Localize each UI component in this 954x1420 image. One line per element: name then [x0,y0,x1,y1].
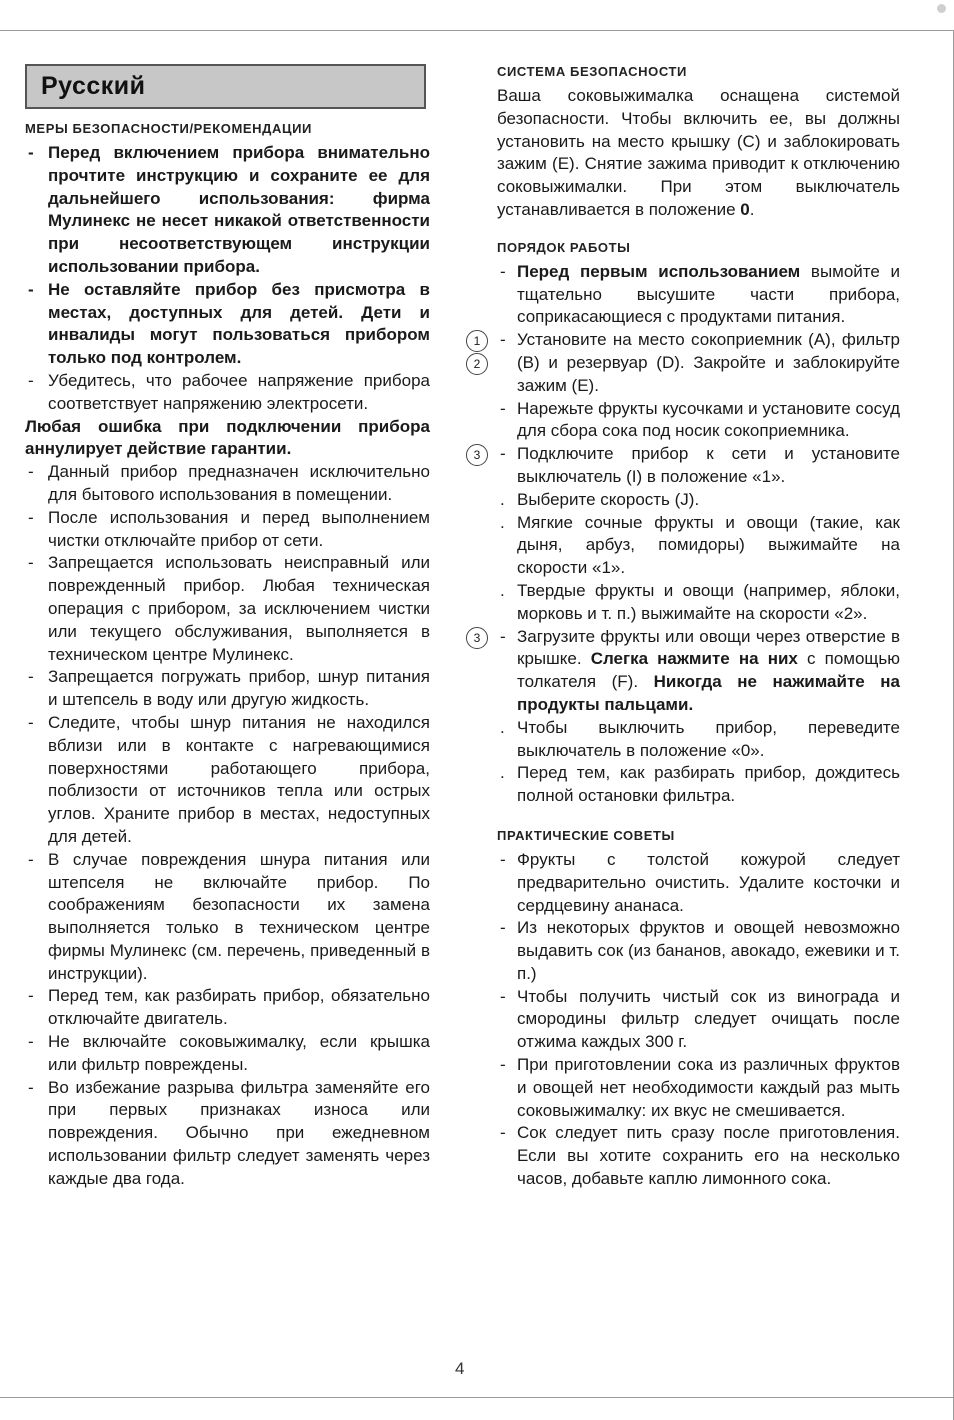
tips-item-text: Чтобы получить чистый сок из винограда и смородины фильтр следует очищать после отжима каждых 300 г. [517,986,900,1052]
warranty-note: Любая ошибка при подключении прибора аннулирует действие гарантии. [25,416,430,459]
safety-item-text: Убедитесь, что рабочее напряжение прибора соответствует напряжению электросети. [48,370,430,413]
tips-item [497,1122,900,1190]
list-dash: - [28,553,34,573]
procedure-item-text: Установите на место сокоприемник (А), фильтр (В) и резервуар (D). Закройте и заблокируйте зажим (Е). [517,330,900,395]
safety-item [25,552,430,666]
list-dot: . [500,763,505,783]
safety-item-text: Перед тем, как разбирать прибор, обязательно отключайте двигатель. [48,986,430,1029]
tips-item [497,986,900,1054]
list-dash: - [28,143,34,162]
procedure-item [473,443,900,489]
list-dash: - [28,462,34,482]
procedure-item [473,626,901,717]
system-text-zero: 0 [740,199,750,219]
language-header [25,64,426,109]
list-dash: - [500,626,506,646]
procedure-item-text: Выберите скорость (J). [517,489,700,509]
procedure-item-text: Подключите прибор к сети и установите выключатель (I) в положение «1». [517,444,900,486]
procedure-item-text: Чтобы выключить прибор, переведите выключатель в положение «0». [517,717,900,760]
list-dash: - [28,1077,34,1097]
list-dash: - [500,918,506,938]
procedure-first-bold: Перед первым использованием [517,261,801,281]
system-text-end: . [749,199,755,219]
step-3b-icon: 3 [466,627,488,649]
safety-item [25,1077,430,1191]
safety-item-text: Запрещается использовать неисправный или поврежденный прибор. Любая техническая операция с прибором, за исключением чистки или текущего обслуживания, выполняется в техническом центре Мулинекс. [48,553,430,664]
list-dash: - [500,986,506,1006]
list-dot: . [500,489,505,509]
procedure-item [497,762,900,808]
safety-item-text: Не включайте соковыжималку, если крышка или фильтр повреждены. [48,1032,430,1074]
list-dot: . [500,512,505,532]
safety-item-text: После использования и перед выполнением чистки отключайте прибор от сети. [48,507,430,550]
procedure-item [473,329,900,397]
safety-item-text: Перед включением прибора внимательно прочтите инструкцию и сохраните ее для дальнейшего использования: фирма Мулинекс не несет никакой ответственности при несоответствующем инструкции использовании прибора. [48,143,430,276]
list-dash: - [500,398,506,418]
list-dot: . [500,580,505,600]
safety-item [25,142,430,279]
list-dash: - [28,849,34,869]
page-number: 4 [455,1359,465,1378]
procedure-heading: ПОРЯДОК РАБОТЫ [497,239,631,255]
procedure-load-text2: с помощью толкателя (F). [517,649,901,692]
left-column [25,64,430,1191]
list-dash: - [28,370,34,390]
tips-item [497,849,900,917]
step-1-icon: 1 [466,330,488,352]
procedure-item-text: Твердые фрукты и овощи (например, яблоки, морковь и т. п.) выжимайте на скорости «2». [517,580,900,623]
procedure-item [497,398,900,444]
system-text [497,85,900,222]
tips-item-text: Фрукты с толстой кожурой следует предварительно очистить. Удалите косточки и сердцевину ананаса. [517,849,900,915]
procedure-item-text: Нарежьте фрукты кусочками и установите сосуд для сбора сока под носик сокоприемника. [517,398,900,441]
tips-heading: ПРАКТИЧЕСКИЕ СОВЕТЫ [497,827,675,843]
system-heading: СИСТЕМА БЕЗОПАСНОСТИ [497,64,687,79]
safety-item-text: Следите, чтобы шнур питания не находился вблизи или в контакте с нагревающимися поверхностями работающего прибора, поблизости от источников тепла или острых углов. Храните прибор в местах, недоступных для детей. [48,712,430,846]
system-text-main: Ваша соковыжималка оснащена системой безопасности. Чтобы включить ее, вы должны установить на место крышку (С) и заблокировать зажим (Е). Снятие зажима приводит к отключению соковыжималки. При этом выключатель устанавливается в положение [497,86,900,219]
procedure-item [497,717,900,763]
tips-item-text: При приготовлении сока из различных фруктов и овощей нет необходимости каждый раз мыть соковыжималку: их вкус не смешивается. [517,1055,900,1120]
procedure-item-text: Мягкие сочные фрукты и овощи (такие, как дыня, арбуз, помидоры) выжимайте на скорости «1». [517,512,900,578]
safety-item-text: Во избежание разрыва фильтра заменяйте его при первых признаках износа или повреждения. Обычно при ежедневном использовании фильтр следует заменять через каждые два года. [48,1077,430,1188]
safety-item [25,370,430,416]
safety-item [25,985,430,1031]
list-dash: - [500,330,506,350]
safety-item [25,279,430,370]
safety-item [25,666,430,712]
list-dash: - [28,712,34,732]
page-border-top [0,30,954,31]
language-title: Русский [41,72,146,100]
safety-item-text: В случае повреждения шнура питания или штепселя не включайте прибор. По соображениям безопасности их замена выполняется только в техническом центре фирмы Мулинекс (см. перечень, приведенный в инструкции). [48,849,430,983]
procedure-item [497,489,900,512]
tips-item-text: Из некоторых фруктов и овощей невозможно выдавить сок (из бананов, авокадо, ежевики и т. п.) [517,918,900,983]
tips-item [497,1054,900,1122]
safety-heading: МЕРЫ БЕЗОПАСНОСТИ/РЕКОМЕНДАЦИИ [25,121,312,136]
page-border-bottom [0,1397,954,1398]
procedure-item-text: Перед тем, как разбирать прибор, дождитесь полной остановки фильтра. [517,763,900,806]
tips-item [497,917,900,985]
safety-item [25,1031,430,1077]
procedure-load-bold: Слегка нажмите на них [590,649,798,669]
procedure-item [497,580,900,626]
safety-item [25,507,430,553]
procedure-load-warning: Никогда не нажимайте на продукты пальцами. [517,672,900,714]
safety-item-text: Данный прибор предназначен исключительно для бытового использования в помещении. [48,462,430,504]
step-3-icon: 3 [466,444,488,466]
list-dash: - [500,444,506,464]
list-dash: - [28,1032,34,1052]
list-dash: - [500,1055,506,1075]
list-dash: - [500,1123,506,1143]
safety-item [25,712,430,849]
list-dash: - [28,279,34,299]
step-2-icon: 2 [466,353,488,375]
list-dash: - [28,986,34,1006]
safety-item-text: Не оставляйте прибор без присмотра в местах, доступных для детей. Дети и инвалиды могут пользоваться прибором только под контролем. [48,279,430,368]
safety-item [25,461,430,507]
safety-item-text: Запрещается погружать прибор, шнур питания и штепсель в воду или другую жидкость. [48,667,430,710]
tips-item-text: Сок следует пить сразу после приготовления. Если вы хотите сохранить его на несколько часов, добавьте каплю лимонного сока. [517,1123,900,1189]
procedure-load-text: Загрузите фрукты или овощи через отверстие в крышке. [517,626,900,669]
list-dash: - [500,261,506,281]
procedure-item [497,512,900,580]
list-dash: - [500,849,506,869]
safety-item [25,849,430,986]
list-dash: - [28,507,34,527]
corner-mark [937,4,946,13]
procedure-first-text: вымойте и тщательно высушите части прибора, соприкасающиеся с продуктами питания. [517,261,900,327]
right-column [473,64,901,1191]
list-dash: - [28,667,34,687]
list-dot: . [500,717,505,737]
procedure-item [497,261,900,329]
